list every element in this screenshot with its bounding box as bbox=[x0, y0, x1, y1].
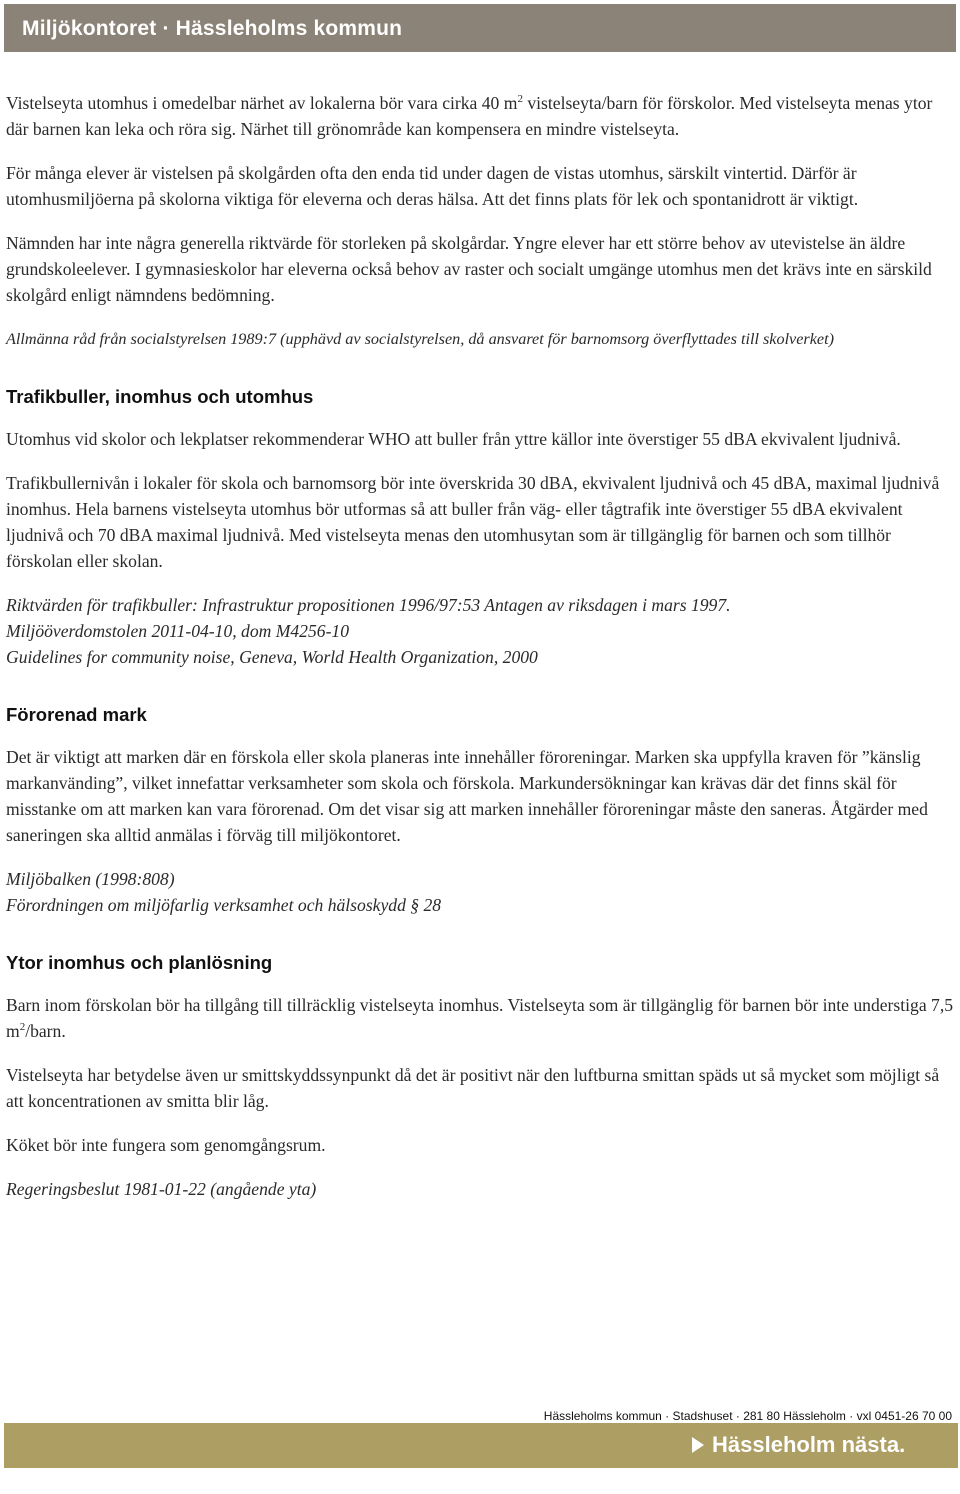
section-heading-noise: Trafikbuller, inomhus och utomhus bbox=[6, 386, 314, 407]
page-header-title: Miljökontoret · Hässleholms kommun bbox=[22, 17, 403, 40]
footer-bar bbox=[4, 1423, 958, 1468]
noise-paragraph-1: Utomhus vid skolor och lekplatser rekommenderar WHO att buller från yttre källor inte överstiger 55 dBA ekvivalent ljudnivå. bbox=[6, 429, 901, 449]
noise-paragraph-2: Trafikbullernivån i lokaler för skola och barnomsorg bör inte överskrida 30 dBA, ekvivalent ljudnivå och 45 dBA, maximal ljudnivå inomhus. Hela barnens vistelseyta utomhus bör utformas så att buller från väg- eller tågtrafik inte överstiger 55 dBA ekvivalent ljudnivå och 70 dBA maximal ljudnivå. Med vistelseyta menas den utomhusytan som är tillgänglig för barnen och som tillhör förskolan eller skolan. bbox=[6, 473, 940, 571]
noise-reference-3: Guidelines for community noise, Geneva, World Health Organization, 2000 bbox=[6, 647, 538, 667]
slogan bbox=[692, 1432, 905, 1458]
slogan-text: Hässleholm nästa. bbox=[712, 1432, 906, 1457]
header-bar bbox=[4, 4, 956, 52]
intro-paragraph-3: Nämnden har inte några generella riktvärde för storleken på skolgårdar. Yngre elever har ett större behov av utevistelse än äldre grundskoleelever. I gymnasieskolor har eleverna också behov av raster och socialt umgänge utomhus men det krävs inte en särskild skolgård enligt nämndens bedömning. bbox=[6, 233, 932, 305]
indoor-paragraph-1: Barn inom förskolan bör ha tillgång till tillräcklig vistelseyta inomhus. Vistelseyta som är tillgänglig för barnen bör inte understiga 7,5 $m^2$/barn. bbox=[6, 995, 954, 1041]
indoor-paragraph-2: Vistelseyta har betydelse även ur smittskyddssynpunkt då det är positivt när den luftburna smittan späds ut så mycket som möjligt så att koncentrationen av smitta blir låg. bbox=[6, 1065, 940, 1111]
section-heading-soil: Förorenad mark bbox=[6, 704, 147, 725]
noise-reference-2: Miljööverdomstolen 2011-04-10, dom M4256-10 bbox=[6, 621, 350, 641]
soil-reference-1: Miljöbalken (1998:808) bbox=[6, 869, 175, 889]
soil-reference-2: Förordningen om miljöfarlig verksamhet och hälsoskydd § 28 bbox=[6, 895, 442, 915]
noise-reference-1: Riktvärden för trafikbuller: Infrastruktur propositionen 1996/97:53 Antagen av riksdagen i mars 1997. bbox=[6, 595, 731, 615]
document-body bbox=[6, 90, 954, 1202]
intro-reference: Allmänna råd från socialstyrelsen 1989:7 (upphävd av socialstyrelsen, då ansvaret för barnomsorg överflyttades till skolverket) bbox=[6, 330, 834, 348]
intro-paragraph-2: För många elever är vistelsen på skolgården ofta den enda tid under dagen de vistas utomhus, särskilt vintertid. Därför är utomhusmiljöerna på skolorna viktiga för eleverna och deras hälsa. Att det finns plats för lek och spontanidrott är viktigt. bbox=[6, 163, 859, 209]
soil-paragraph-1: Det är viktigt att marken där en förskola eller skola planeras inte innehåller föroreningar. Marken ska uppfylla kraven för ”känslig markanvänding”, vilket innefattar verksamheter som skola och förskola. Markundersökningar kan krävas där det finns skäl för misstanke om att marken kan vara förorenad. Om det visar sig att marken innehåller föroreningar måste den saneras. Åtgärder med saneringen ska alltid anmälas i förväg till miljökontoret. bbox=[6, 747, 928, 845]
section-heading-indoor: Ytor inomhus och planlösning bbox=[6, 952, 273, 973]
arrow-right-icon bbox=[692, 1437, 704, 1453]
indoor-reference: Regeringsbeslut 1981-01-22 (angående yta) bbox=[6, 1179, 317, 1199]
footer-address: Hässleholms kommun · Stadshuset · 281 80 Hässleholm · vxl 0451-26 70 00 bbox=[543, 1409, 952, 1423]
indoor-paragraph-3: Köket bör inte fungera som genomgångsrum. bbox=[6, 1135, 326, 1155]
intro-paragraph-1: Vistelseyta utomhus i omedelbar närhet av lokalerna bör vara cirka 40 $m^2$ vistelseyta/barn för förskolor. Med vistelseyta menas ytor där barnen kan leka och röra sig. Närhet till grönområde kan kompensera en mindre vistelseyta. bbox=[6, 93, 933, 139]
